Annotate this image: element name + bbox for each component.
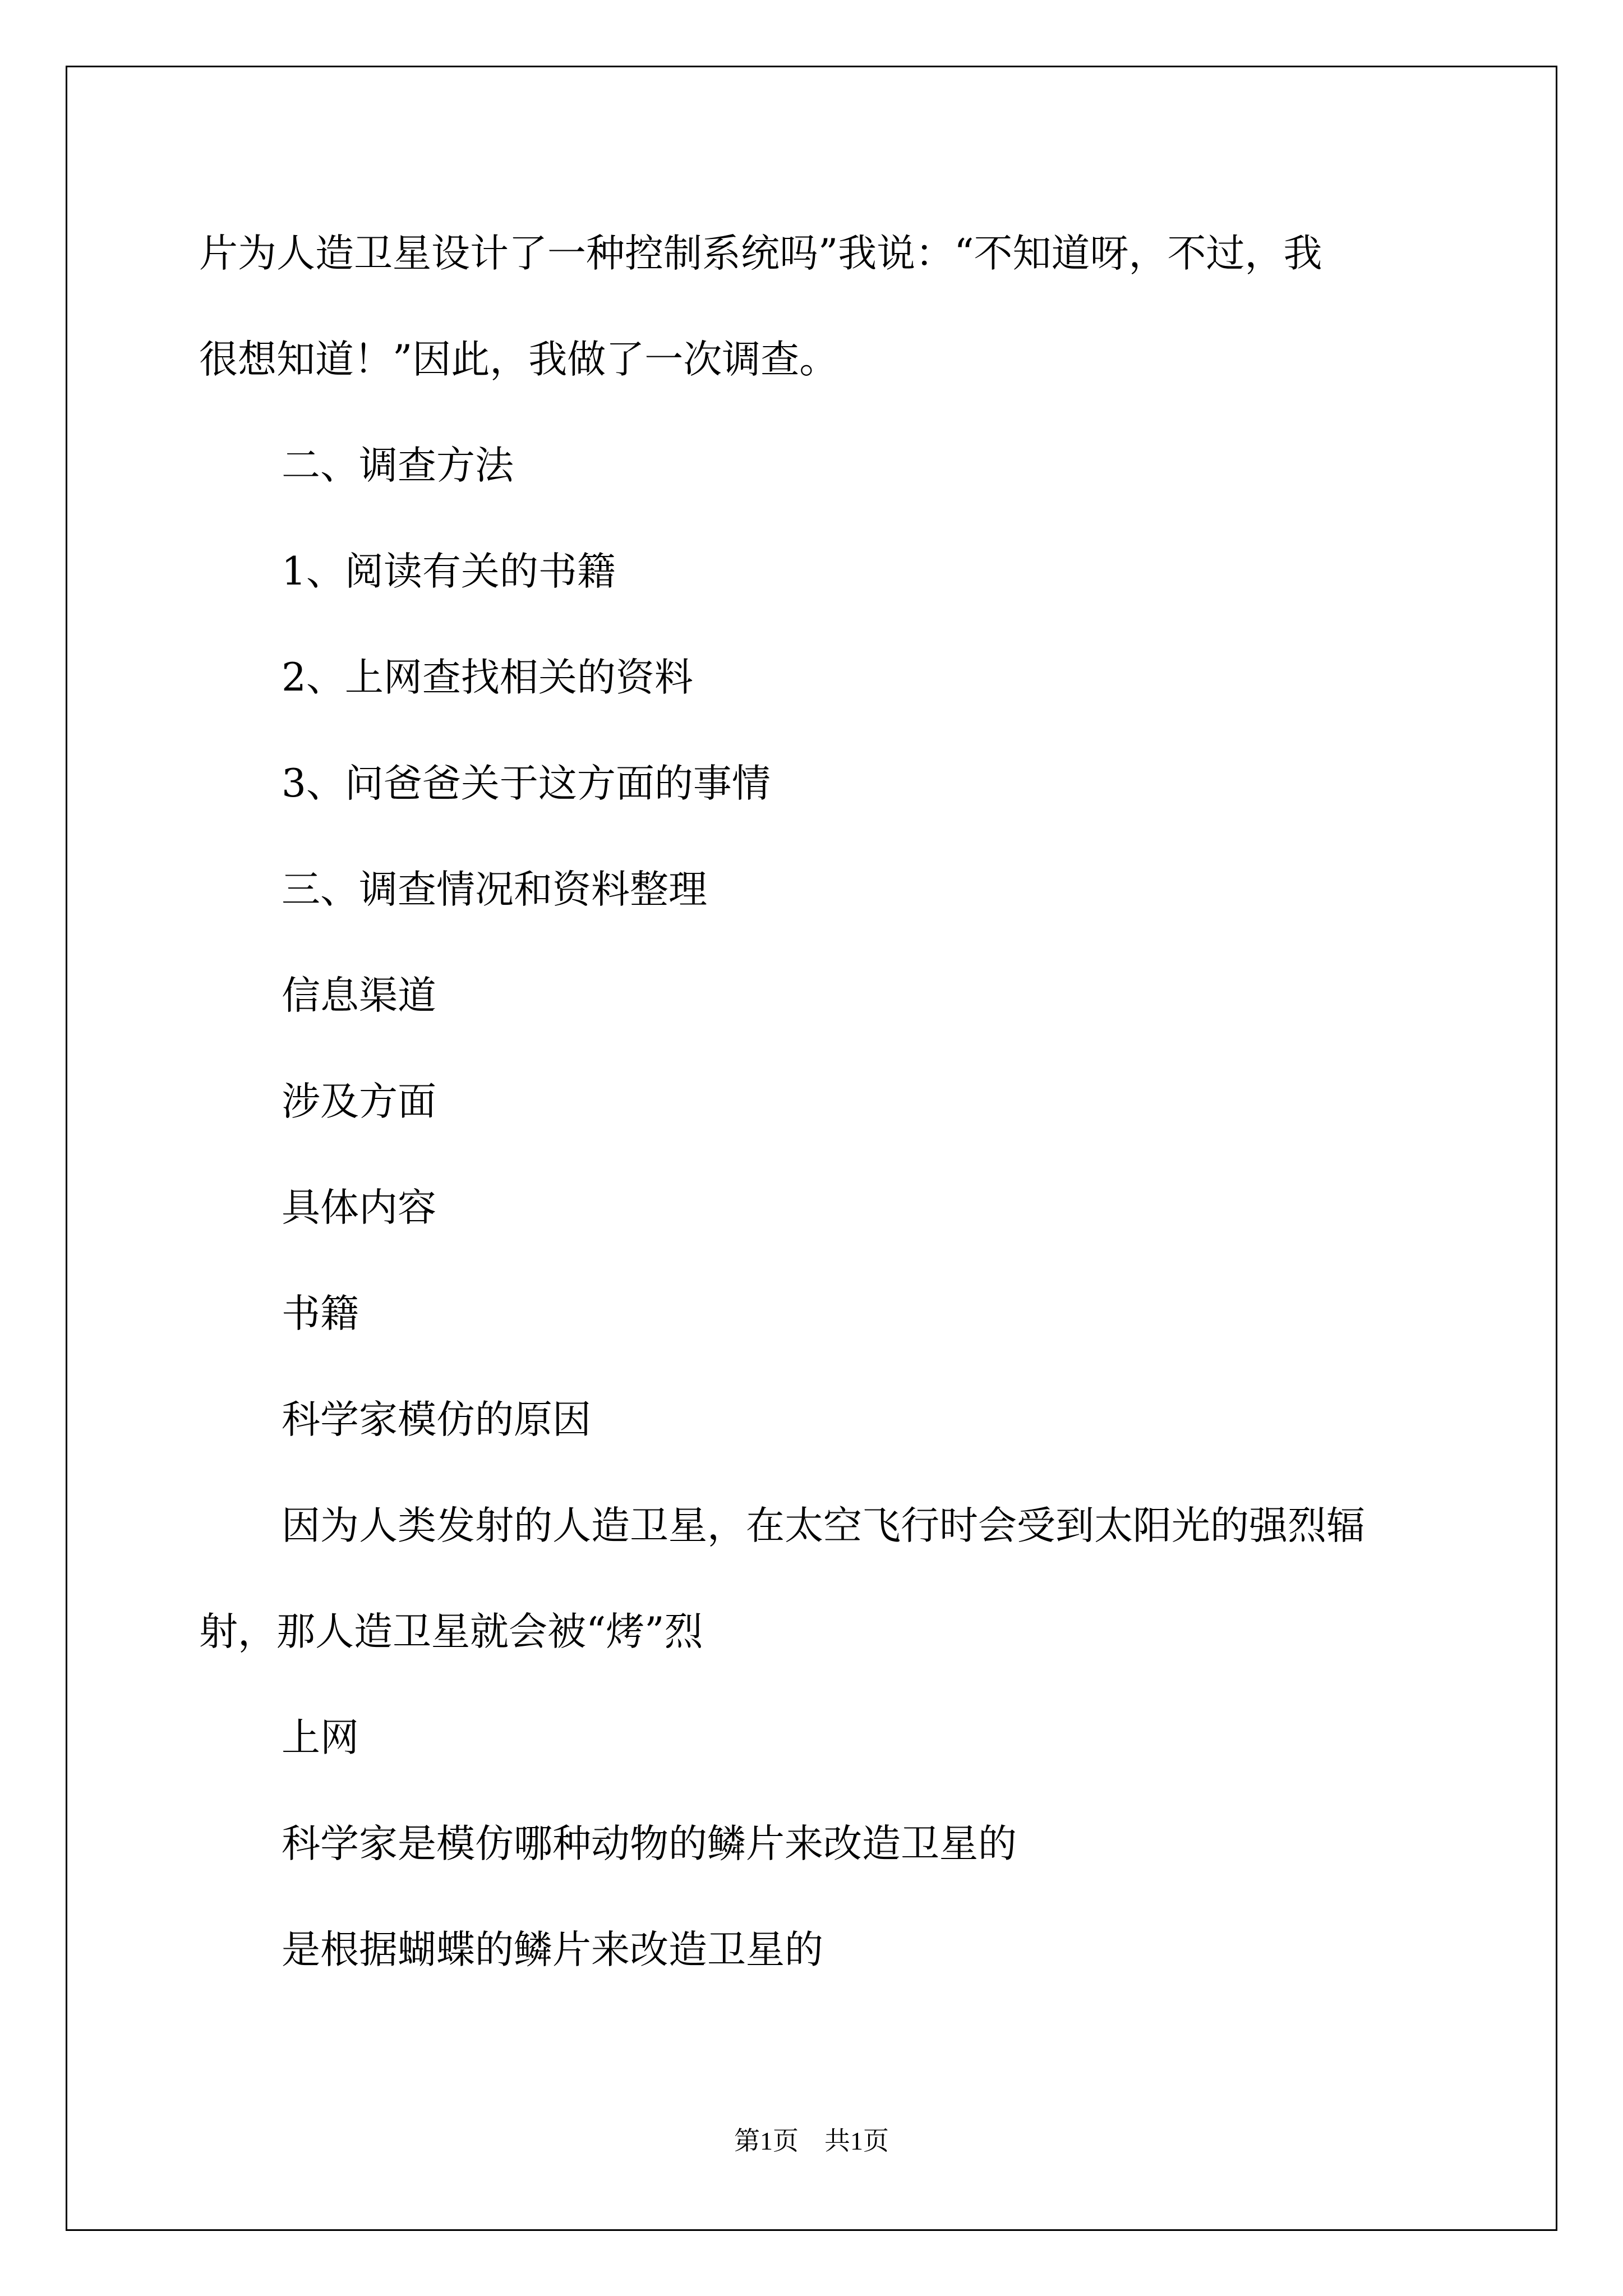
paragraph-line: 科学家模仿的原因 [282,1397,591,1442]
list-item: 1、阅读有关的书籍 [282,549,616,594]
paragraph-line: 很想知道！”因此，我做了一次调查。 [199,337,838,382]
section-heading: 二、调查方法 [282,443,514,488]
list-item: 3、问爸爸关于这方面的事情 [282,761,771,806]
paragraph-line: 信息渠道 [282,973,436,1018]
paragraph-line: 因为人类发射的人造卫星，在太空飞行时会受到太阳光的强烈辐 [282,1503,1365,1548]
paragraph-line: 射，那人造卫星就会被“烤”烈 [199,1609,703,1654]
section-heading: 三、调查情况和资料整理 [282,867,707,912]
paragraph-line: 书籍 [282,1291,359,1336]
list-item: 2、上网查找相关的资料 [282,655,693,700]
paragraph-line: 具体内容 [282,1185,436,1230]
paragraph-line: 片为人造卫星设计了一种控制系统吗”我说：“不知道呀，不过，我 [199,231,1322,276]
paragraph-line: 涉及方面 [282,1079,436,1124]
paragraph-line: 科学家是模仿哪种动物的鳞片来改造卫星的 [282,1821,1017,1866]
page-number-footer: 第1页 共1页 [734,2127,889,2155]
paragraph-line: 是根据蝴蝶的鳞片来改造卫星的 [282,1927,823,1972]
page-border [66,66,1557,2231]
paragraph-line: 上网 [282,1715,359,1760]
